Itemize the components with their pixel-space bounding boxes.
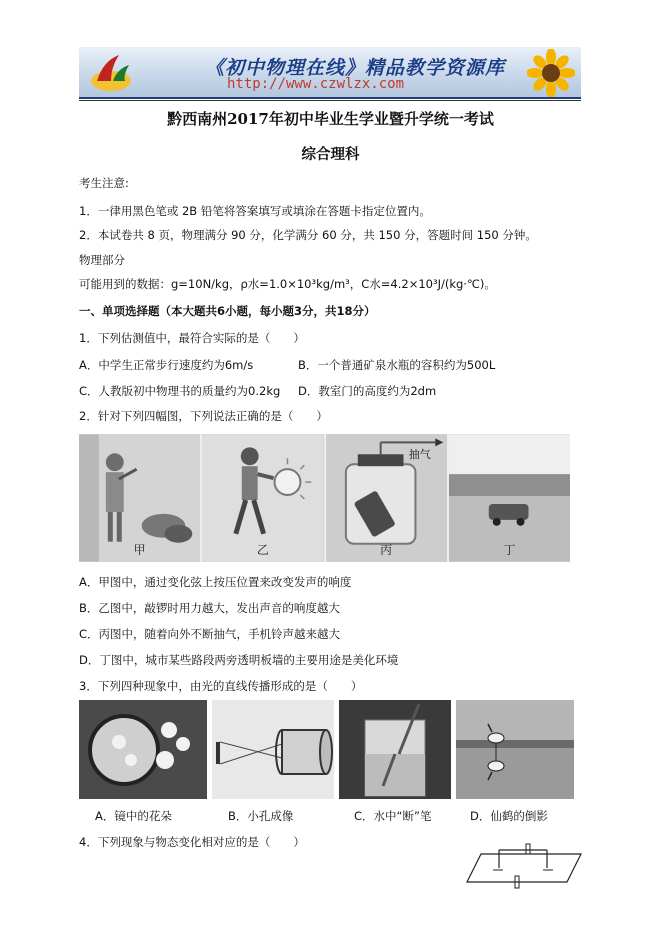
pinhole-camera-image	[212, 700, 334, 799]
q3-stem: 3．下列四种现象中，由光的直线传播形成的是（ ）	[79, 679, 363, 693]
q2-panel-yi	[202, 434, 325, 562]
q2-label-jia: 甲	[133, 543, 146, 557]
exam-subtitle: 综合理科	[301, 146, 360, 163]
q3-option-a: A．镜中的花朵	[95, 809, 172, 823]
q1-option-c: C．人教版初中物理书的质量约为0.2kg	[79, 384, 281, 398]
q1-option-d: D．教室门的高度约为2dm	[298, 384, 437, 398]
pump-label: 抽气	[408, 448, 431, 461]
pencil-in-water-image	[339, 700, 451, 799]
q3-option-d: D．仙鹤的倒影	[470, 809, 548, 823]
logo-icon	[89, 51, 133, 93]
exam-title: 黔西南州2017年初中毕业生学业暨升学统一考试	[167, 110, 494, 128]
q4-apparatus-image	[463, 842, 585, 896]
q4-stem: 4．下列现象与物态变化相对应的是（ ）	[79, 835, 305, 849]
q3-option-b: B．小孔成像	[228, 809, 294, 823]
mirror-flower-image	[79, 700, 207, 799]
q2-option-d: D．丁图中，城市某些路段两旁透明板墙的主要用途是美化环境	[79, 653, 399, 667]
header-rule	[79, 100, 581, 101]
banner-url: http://www.czwlzx.com	[227, 76, 405, 92]
header-banner	[79, 47, 581, 99]
q2-label-ding: 丁	[503, 543, 516, 557]
q3-image-d	[456, 700, 574, 799]
notes-heading: 考生注意:	[79, 176, 129, 190]
q3-image-b	[212, 700, 334, 799]
q2-label-yi: 乙	[256, 543, 269, 557]
q2-stem: 2．针对下列四幅图，下列说法正确的是（ ）	[79, 409, 328, 423]
banner-title: 《初中物理在线》精品教学资源库	[205, 57, 506, 79]
q2-label-bing: 丙	[380, 543, 393, 557]
section-heading: 一、单项选择题（本大题共6小题，每小题3分，共18分）	[79, 304, 376, 318]
q2-panel-ding	[449, 434, 570, 562]
q1-option-b: B．一个普通矿泉水瓶的容积约为500L	[298, 358, 496, 372]
q2-panel-bing	[326, 434, 449, 562]
crane-reflection-image	[456, 700, 574, 799]
q2-panel-jia	[79, 434, 202, 562]
q2-figure	[79, 434, 570, 562]
q1-stem: 1．下列估测值中，最符合实际的是（ ）	[79, 331, 305, 345]
q3-image-a	[79, 700, 207, 799]
q1-option-a: A．中学生正常步行速度约为6m/s	[79, 358, 254, 372]
q2-option-b: B．乙图中，敲锣时用力越大，发出声音的响度越大	[79, 601, 340, 615]
note-item-1: 1．一律用黑色笔或 2B 铅笔将答案填写或填涂在答题卡指定位置内。	[79, 204, 431, 218]
section-physics: 物理部分	[79, 253, 125, 267]
q2-option-c: C．丙图中，随着向外不断抽气，手机铃声越来越大	[79, 627, 341, 641]
q2-option-a: A．甲图中，通过变化弦上按压位置来改变发声的响度	[79, 575, 352, 589]
q3-option-c: C．水中“断”笔	[354, 809, 432, 823]
note-item-2: 2．本试卷共 8 页，物理满分 90 分，化学满分 60 分，共 150 分，答题时间 150 分钟。	[79, 228, 537, 242]
q3-image-c	[339, 700, 451, 799]
constants-line: 可能用到的数据：g=10N/kg，ρ水=1.0×10³kg/m³，C水=4.2×10³J/(kg·℃)。	[79, 277, 496, 291]
sunflower-icon	[527, 49, 575, 97]
